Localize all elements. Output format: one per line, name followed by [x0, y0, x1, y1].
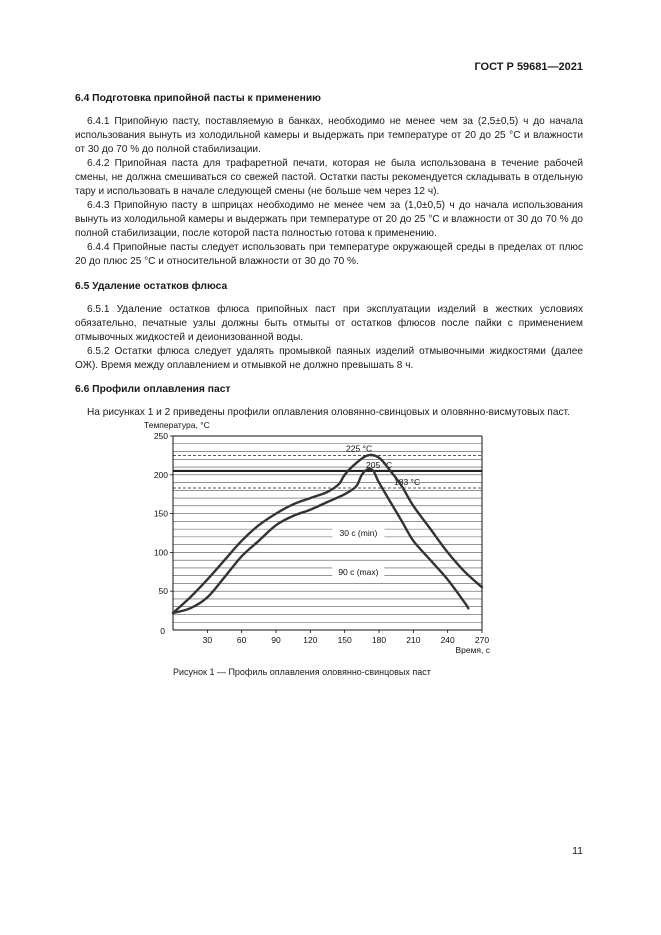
- x-tick-label: 120: [303, 635, 318, 645]
- section-6-5-title: 6.5 Удаление остатков флюса: [75, 281, 228, 292]
- page-number: 11: [572, 845, 583, 857]
- section-6-4-title: 6.4 Подготовка припойной пасты к применению: [75, 93, 321, 104]
- section-6-5-body: [75, 303, 583, 373]
- y-tick-label: 100: [153, 547, 168, 558]
- paragraph-6-6-intro: На рисунках 1 и 2 приведены профили оплавления оловянно-свинцовых и оловянно-висмутовых паст.: [87, 407, 570, 418]
- x-tick-label: 240: [440, 635, 455, 645]
- document-body: [75, 92, 583, 420]
- paragraph-6-4-2: 6.4.2 Припойная паста для трафаретной печати, которая не была использована в течение рабочей смены, не должна смешиваться со свежей пастой. Остатки пасты рекомендуется складывать в отдельную тару и использовать в начале следующей смены (не больше чем через 12 ч).: [75, 158, 583, 197]
- paragraph-6-4-3: 6.4.3 Припойную пасту в шприцах необходимо не менее чем за (1,0±0,5) ч до начала использования вынуть из холодильной камеры и выдержать при температуре от 20 до 25 °С и влажности от 30 до 70 % до полной стабилизации, после которой паста полностью готова к применению.: [75, 200, 583, 239]
- x-tick-label: 30: [202, 635, 213, 645]
- origin-label: 0: [160, 626, 165, 636]
- reference-label-183: 183 °С: [394, 476, 421, 487]
- annotation-label: 30 с (min): [339, 528, 378, 538]
- reflow-profile-chart: [140, 418, 500, 690]
- paragraph-6-4-1: 6.4.1 Припойную пасту, поставляемую в банках, необходимо не менее чем за (2,5±0,5) ч до начала использования вынуть из холодильной камеры и выдержать при температуре от 20 до 25 °С и влажности от 30 до 70 % до полной стабилизации.: [75, 116, 583, 155]
- y-tick-label: 250: [153, 431, 168, 441]
- y-tick-label: 50: [158, 586, 168, 597]
- x-tick-label: 210: [406, 635, 421, 645]
- paragraph-6-4-4: 6.4.4 Припойные пасты следует использовать при температуре окружающей среды в пределах от плюс 20 до плюс 25 °С и относительной влажности от 30 до 70 %.: [75, 242, 583, 267]
- reference-label-225: 225 °С: [346, 443, 373, 454]
- y-tick-label: 150: [153, 508, 168, 519]
- x-tick-label: 270: [474, 635, 490, 645]
- standard-code: ГОСТ Р 59681—2021: [474, 61, 583, 73]
- x-tick-label: 180: [371, 635, 387, 645]
- paragraph-6-5-1: 6.5.1 Удаление остатков флюса припойных паст при эксплуатации изделий в жестких условиях обязательно, печатные узлы должны быть отмыты от остатков флюсов после пайки с применением отмывочных жидкостей и деионизованной воды.: [75, 304, 583, 343]
- x-tick-label: 150: [337, 635, 352, 645]
- section-6-6-title: 6.6 Профили оплавления паст: [75, 384, 231, 395]
- y-tick-label: 200: [153, 469, 168, 480]
- x-axis-title: Время, с: [455, 645, 490, 655]
- annotation-label: 90 с (max): [338, 566, 379, 577]
- y-axis-title: Температура, °С: [144, 420, 210, 430]
- x-tick-label: 60: [236, 635, 247, 645]
- reference-label-205: 205 °С: [366, 459, 393, 470]
- x-tick-label: 90: [271, 635, 281, 645]
- series-line-1: [173, 455, 482, 613]
- section-6-4-body: [75, 115, 583, 269]
- figure-caption: Рисунок 1 — Профиль оплавления оловянно-свинцовых паст: [173, 667, 431, 677]
- paragraph-6-5-2: 6.5.2 Остатки флюса следует удалять промывкой паяных изделий отмывочными жидкостями (далее ОЖ). Время между оплавлением и отмывкой не должно превышать 8 ч.: [75, 346, 583, 371]
